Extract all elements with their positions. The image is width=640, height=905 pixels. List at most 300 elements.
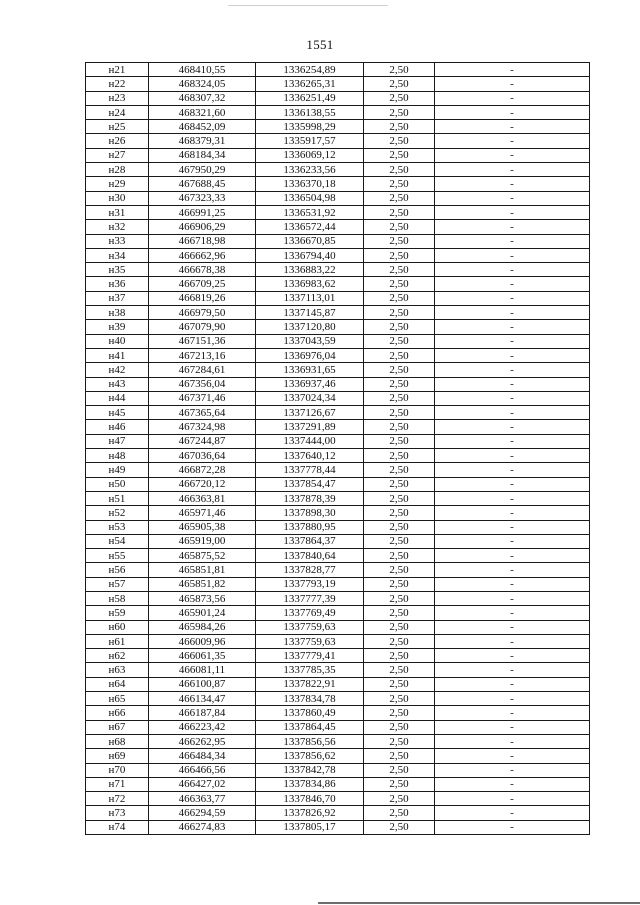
x-coordinate-cell: 466466,56	[149, 763, 256, 777]
accuracy-cell: 2,50	[364, 763, 435, 777]
point-id-cell: н69	[86, 749, 149, 763]
point-id-cell: н27	[86, 148, 149, 162]
description-cell: -	[435, 134, 590, 148]
accuracy-cell: 2,50	[364, 234, 435, 248]
description-cell: -	[435, 163, 590, 177]
accuracy-cell: 2,50	[364, 177, 435, 191]
accuracy-cell: 2,50	[364, 320, 435, 334]
y-coordinate-cell: 1337291,89	[256, 420, 364, 434]
table-row	[86, 191, 590, 205]
table-row	[86, 163, 590, 177]
description-cell: -	[435, 606, 590, 620]
description-cell: -	[435, 777, 590, 791]
table-row	[86, 606, 590, 620]
description-cell: -	[435, 263, 590, 277]
description-cell: -	[435, 334, 590, 348]
table-row	[86, 649, 590, 663]
accuracy-cell: 2,50	[364, 591, 435, 605]
description-cell: -	[435, 591, 590, 605]
table-row	[86, 734, 590, 748]
point-id-cell: н61	[86, 634, 149, 648]
x-coordinate-cell: 467213,16	[149, 348, 256, 362]
point-id-cell: н42	[86, 363, 149, 377]
y-coordinate-cell: 1336370,18	[256, 177, 364, 191]
point-id-cell: н30	[86, 191, 149, 205]
y-coordinate-cell: 1336265,31	[256, 77, 364, 91]
point-id-cell: н48	[86, 449, 149, 463]
x-coordinate-cell: 467356,04	[149, 377, 256, 391]
accuracy-cell: 2,50	[364, 77, 435, 91]
description-cell: -	[435, 520, 590, 534]
x-coordinate-cell: 465984,26	[149, 620, 256, 634]
x-coordinate-cell: 466294,59	[149, 806, 256, 820]
x-coordinate-cell: 468324,05	[149, 77, 256, 91]
coordinates-table-body	[86, 63, 590, 835]
point-id-cell: н72	[86, 792, 149, 806]
description-cell: -	[435, 820, 590, 834]
point-id-cell: н52	[86, 506, 149, 520]
description-cell: -	[435, 363, 590, 377]
accuracy-cell: 2,50	[364, 220, 435, 234]
x-coordinate-cell: 466718,98	[149, 234, 256, 248]
description-cell: -	[435, 434, 590, 448]
y-coordinate-cell: 1337864,45	[256, 720, 364, 734]
point-id-cell: н47	[86, 434, 149, 448]
point-id-cell: н33	[86, 234, 149, 248]
accuracy-cell: 2,50	[364, 563, 435, 577]
x-coordinate-cell: 467324,98	[149, 420, 256, 434]
table-row	[86, 449, 590, 463]
x-coordinate-cell: 466187,84	[149, 706, 256, 720]
y-coordinate-cell: 1336138,55	[256, 105, 364, 119]
table-row	[86, 263, 590, 277]
description-cell: -	[435, 377, 590, 391]
point-id-cell: н38	[86, 306, 149, 320]
x-coordinate-cell: 467688,45	[149, 177, 256, 191]
table-row	[86, 563, 590, 577]
y-coordinate-cell: 1337785,35	[256, 663, 364, 677]
description-cell: -	[435, 277, 590, 291]
point-id-cell: н22	[86, 77, 149, 91]
x-coordinate-cell: 465875,52	[149, 549, 256, 563]
description-cell: -	[435, 720, 590, 734]
x-coordinate-cell: 468379,31	[149, 134, 256, 148]
point-id-cell: н35	[86, 263, 149, 277]
table-row	[86, 820, 590, 834]
y-coordinate-cell: 1337822,91	[256, 677, 364, 691]
table-row	[86, 420, 590, 434]
y-coordinate-cell: 1337834,86	[256, 777, 364, 791]
point-id-cell: н59	[86, 606, 149, 620]
x-coordinate-cell: 465919,00	[149, 534, 256, 548]
y-coordinate-cell: 1336937,46	[256, 377, 364, 391]
table-row	[86, 577, 590, 591]
x-coordinate-cell: 466061,35	[149, 649, 256, 663]
table-row	[86, 363, 590, 377]
table-row	[86, 777, 590, 791]
accuracy-cell: 2,50	[364, 577, 435, 591]
accuracy-cell: 2,50	[364, 134, 435, 148]
point-id-cell: н29	[86, 177, 149, 191]
x-coordinate-cell: 467950,29	[149, 163, 256, 177]
description-cell: -	[435, 706, 590, 720]
y-coordinate-cell: 1337779,41	[256, 649, 364, 663]
accuracy-cell: 2,50	[364, 663, 435, 677]
x-coordinate-cell: 466906,29	[149, 220, 256, 234]
y-coordinate-cell: 1336504,98	[256, 191, 364, 205]
accuracy-cell: 2,50	[364, 406, 435, 420]
table-row	[86, 134, 590, 148]
y-coordinate-cell: 1337826,92	[256, 806, 364, 820]
table-row	[86, 105, 590, 119]
y-coordinate-cell: 1337640,12	[256, 449, 364, 463]
table-row	[86, 706, 590, 720]
x-coordinate-cell: 466991,25	[149, 205, 256, 219]
table-row	[86, 248, 590, 262]
table-row	[86, 792, 590, 806]
point-id-cell: н70	[86, 763, 149, 777]
y-coordinate-cell: 1337126,67	[256, 406, 364, 420]
x-coordinate-cell: 468452,09	[149, 120, 256, 134]
point-id-cell: н46	[86, 420, 149, 434]
description-cell: -	[435, 348, 590, 362]
y-coordinate-cell: 1336670,85	[256, 234, 364, 248]
y-coordinate-cell: 1336233,56	[256, 163, 364, 177]
table-row	[86, 520, 590, 534]
table-row	[86, 377, 590, 391]
description-cell: -	[435, 63, 590, 77]
x-coordinate-cell: 468184,34	[149, 148, 256, 162]
accuracy-cell: 2,50	[364, 677, 435, 691]
description-cell: -	[435, 763, 590, 777]
y-coordinate-cell: 1337856,62	[256, 749, 364, 763]
y-coordinate-cell: 1337805,17	[256, 820, 364, 834]
description-cell: -	[435, 248, 590, 262]
description-cell: -	[435, 663, 590, 677]
table-row	[86, 720, 590, 734]
description-cell: -	[435, 220, 590, 234]
table-row	[86, 220, 590, 234]
point-id-cell: н23	[86, 91, 149, 105]
x-coordinate-cell: 465873,56	[149, 591, 256, 605]
y-coordinate-cell: 1337024,34	[256, 391, 364, 405]
accuracy-cell: 2,50	[364, 434, 435, 448]
x-coordinate-cell: 466134,47	[149, 692, 256, 706]
point-id-cell: н62	[86, 649, 149, 663]
accuracy-cell: 2,50	[364, 334, 435, 348]
point-id-cell: н31	[86, 205, 149, 219]
table-row	[86, 63, 590, 77]
point-id-cell: н51	[86, 491, 149, 505]
table-row	[86, 663, 590, 677]
x-coordinate-cell: 468321,60	[149, 105, 256, 119]
accuracy-cell: 2,50	[364, 449, 435, 463]
description-cell: -	[435, 549, 590, 563]
description-cell: -	[435, 120, 590, 134]
description-cell: -	[435, 692, 590, 706]
y-coordinate-cell: 1337759,63	[256, 620, 364, 634]
point-id-cell: н39	[86, 320, 149, 334]
y-coordinate-cell: 1337793,19	[256, 577, 364, 591]
table-row	[86, 549, 590, 563]
table-row	[86, 406, 590, 420]
accuracy-cell: 2,50	[364, 205, 435, 219]
point-id-cell: н45	[86, 406, 149, 420]
x-coordinate-cell: 466009,96	[149, 634, 256, 648]
accuracy-cell: 2,50	[364, 391, 435, 405]
x-coordinate-cell: 466720,12	[149, 477, 256, 491]
table-row	[86, 534, 590, 548]
accuracy-cell: 2,50	[364, 491, 435, 505]
y-coordinate-cell: 1337864,37	[256, 534, 364, 548]
description-cell: -	[435, 191, 590, 205]
y-coordinate-cell: 1337777,39	[256, 591, 364, 605]
point-id-cell: н32	[86, 220, 149, 234]
y-coordinate-cell: 1337769,49	[256, 606, 364, 620]
x-coordinate-cell: 466709,25	[149, 277, 256, 291]
description-cell: -	[435, 105, 590, 119]
accuracy-cell: 2,50	[364, 606, 435, 620]
description-cell: -	[435, 477, 590, 491]
description-cell: -	[435, 148, 590, 162]
y-coordinate-cell: 1337856,56	[256, 734, 364, 748]
point-id-cell: н40	[86, 334, 149, 348]
y-coordinate-cell: 1337860,49	[256, 706, 364, 720]
table-row	[86, 806, 590, 820]
y-coordinate-cell: 1337854,47	[256, 477, 364, 491]
accuracy-cell: 2,50	[364, 749, 435, 763]
accuracy-cell: 2,50	[364, 63, 435, 77]
description-cell: -	[435, 749, 590, 763]
x-coordinate-cell: 465851,81	[149, 563, 256, 577]
description-cell: -	[435, 420, 590, 434]
accuracy-cell: 2,50	[364, 734, 435, 748]
table-row	[86, 506, 590, 520]
x-coordinate-cell: 467036,64	[149, 449, 256, 463]
page-number: 1551	[306, 37, 334, 52]
y-coordinate-cell: 1336794,40	[256, 248, 364, 262]
table-row	[86, 348, 590, 362]
description-cell: -	[435, 463, 590, 477]
x-coordinate-cell: 468307,32	[149, 91, 256, 105]
x-coordinate-cell: 465971,46	[149, 506, 256, 520]
table-row	[86, 234, 590, 248]
accuracy-cell: 2,50	[364, 720, 435, 734]
point-id-cell: н37	[86, 291, 149, 305]
x-coordinate-cell: 467244,87	[149, 434, 256, 448]
description-cell: -	[435, 491, 590, 505]
accuracy-cell: 2,50	[364, 692, 435, 706]
accuracy-cell: 2,50	[364, 649, 435, 663]
accuracy-cell: 2,50	[364, 706, 435, 720]
x-coordinate-cell: 466100,87	[149, 677, 256, 691]
x-coordinate-cell: 467371,46	[149, 391, 256, 405]
description-cell: -	[435, 806, 590, 820]
point-id-cell: н56	[86, 563, 149, 577]
x-coordinate-cell: 466662,96	[149, 248, 256, 262]
y-coordinate-cell: 1337120,80	[256, 320, 364, 334]
table-row	[86, 677, 590, 691]
table-row	[86, 434, 590, 448]
x-coordinate-cell: 466363,77	[149, 792, 256, 806]
x-coordinate-cell: 465905,38	[149, 520, 256, 534]
description-cell: -	[435, 391, 590, 405]
x-coordinate-cell: 466363,81	[149, 491, 256, 505]
description-cell: -	[435, 620, 590, 634]
x-coordinate-cell: 467323,33	[149, 191, 256, 205]
accuracy-cell: 2,50	[364, 549, 435, 563]
accuracy-cell: 2,50	[364, 191, 435, 205]
y-coordinate-cell: 1337778,44	[256, 463, 364, 477]
point-id-cell: н28	[86, 163, 149, 177]
table-row	[86, 591, 590, 605]
table-row	[86, 477, 590, 491]
point-id-cell: н54	[86, 534, 149, 548]
accuracy-cell: 2,50	[364, 348, 435, 362]
point-id-cell: н41	[86, 348, 149, 362]
point-id-cell: н44	[86, 391, 149, 405]
point-id-cell: н49	[86, 463, 149, 477]
point-id-cell: н65	[86, 692, 149, 706]
accuracy-cell: 2,50	[364, 163, 435, 177]
x-coordinate-cell: 466427,02	[149, 777, 256, 791]
accuracy-cell: 2,50	[364, 792, 435, 806]
y-coordinate-cell: 1337840,64	[256, 549, 364, 563]
table-row	[86, 205, 590, 219]
description-cell: -	[435, 563, 590, 577]
accuracy-cell: 2,50	[364, 634, 435, 648]
point-id-cell: н25	[86, 120, 149, 134]
point-id-cell: н53	[86, 520, 149, 534]
y-coordinate-cell: 1337444,00	[256, 434, 364, 448]
scan-edge-line-top	[228, 5, 388, 6]
description-cell: -	[435, 792, 590, 806]
y-coordinate-cell: 1336254,89	[256, 63, 364, 77]
table-row	[86, 634, 590, 648]
point-id-cell: н36	[86, 277, 149, 291]
accuracy-cell: 2,50	[364, 120, 435, 134]
table-row	[86, 77, 590, 91]
table-row	[86, 391, 590, 405]
description-cell: -	[435, 77, 590, 91]
x-coordinate-cell: 467151,36	[149, 334, 256, 348]
y-coordinate-cell: 1337842,78	[256, 763, 364, 777]
point-id-cell: н63	[86, 663, 149, 677]
point-id-cell: н74	[86, 820, 149, 834]
description-cell: -	[435, 91, 590, 105]
point-id-cell: н21	[86, 63, 149, 77]
y-coordinate-cell: 1336531,92	[256, 205, 364, 219]
table-row	[86, 177, 590, 191]
accuracy-cell: 2,50	[364, 91, 435, 105]
point-id-cell: н43	[86, 377, 149, 391]
accuracy-cell: 2,50	[364, 477, 435, 491]
point-id-cell: н50	[86, 477, 149, 491]
x-coordinate-cell: 467365,64	[149, 406, 256, 420]
accuracy-cell: 2,50	[364, 463, 435, 477]
point-id-cell: н71	[86, 777, 149, 791]
accuracy-cell: 2,50	[364, 277, 435, 291]
point-id-cell: н55	[86, 549, 149, 563]
description-cell: -	[435, 205, 590, 219]
x-coordinate-cell: 466223,42	[149, 720, 256, 734]
table-row	[86, 291, 590, 305]
accuracy-cell: 2,50	[364, 248, 435, 262]
y-coordinate-cell: 1337759,63	[256, 634, 364, 648]
x-coordinate-cell: 466678,38	[149, 263, 256, 277]
table-row	[86, 120, 590, 134]
point-id-cell: н57	[86, 577, 149, 591]
y-coordinate-cell: 1336976,04	[256, 348, 364, 362]
point-id-cell: н34	[86, 248, 149, 262]
description-cell: -	[435, 320, 590, 334]
description-cell: -	[435, 634, 590, 648]
accuracy-cell: 2,50	[364, 306, 435, 320]
scan-edge-line-bottom	[318, 902, 640, 904]
table-row	[86, 277, 590, 291]
x-coordinate-cell: 467284,61	[149, 363, 256, 377]
y-coordinate-cell: 1337846,70	[256, 792, 364, 806]
y-coordinate-cell: 1337828,77	[256, 563, 364, 577]
accuracy-cell: 2,50	[364, 520, 435, 534]
description-cell: -	[435, 677, 590, 691]
table-row	[86, 334, 590, 348]
accuracy-cell: 2,50	[364, 506, 435, 520]
description-cell: -	[435, 734, 590, 748]
table-row	[86, 306, 590, 320]
table-row	[86, 91, 590, 105]
x-coordinate-cell: 466872,28	[149, 463, 256, 477]
point-id-cell: н66	[86, 706, 149, 720]
description-cell: -	[435, 534, 590, 548]
y-coordinate-cell: 1337145,87	[256, 306, 364, 320]
y-coordinate-cell: 1336069,12	[256, 148, 364, 162]
description-cell: -	[435, 506, 590, 520]
x-coordinate-cell: 466979,50	[149, 306, 256, 320]
description-cell: -	[435, 449, 590, 463]
y-coordinate-cell: 1337834,78	[256, 692, 364, 706]
x-coordinate-cell: 466262,95	[149, 734, 256, 748]
x-coordinate-cell: 466484,34	[149, 749, 256, 763]
y-coordinate-cell: 1337043,59	[256, 334, 364, 348]
table-row	[86, 692, 590, 706]
x-coordinate-cell: 466819,26	[149, 291, 256, 305]
table-row	[86, 463, 590, 477]
point-id-cell: н58	[86, 591, 149, 605]
accuracy-cell: 2,50	[364, 377, 435, 391]
y-coordinate-cell: 1335998,29	[256, 120, 364, 134]
accuracy-cell: 2,50	[364, 263, 435, 277]
accuracy-cell: 2,50	[364, 363, 435, 377]
y-coordinate-cell: 1336983,62	[256, 277, 364, 291]
table-row	[86, 148, 590, 162]
point-id-cell: н26	[86, 134, 149, 148]
description-cell: -	[435, 234, 590, 248]
y-coordinate-cell: 1336572,44	[256, 220, 364, 234]
accuracy-cell: 2,50	[364, 420, 435, 434]
x-coordinate-cell: 466274,83	[149, 820, 256, 834]
accuracy-cell: 2,50	[364, 534, 435, 548]
description-cell: -	[435, 406, 590, 420]
y-coordinate-cell: 1335917,57	[256, 134, 364, 148]
point-id-cell: н60	[86, 620, 149, 634]
table-row	[86, 620, 590, 634]
point-id-cell: н67	[86, 720, 149, 734]
description-cell: -	[435, 291, 590, 305]
description-cell: -	[435, 577, 590, 591]
accuracy-cell: 2,50	[364, 820, 435, 834]
description-cell: -	[435, 306, 590, 320]
